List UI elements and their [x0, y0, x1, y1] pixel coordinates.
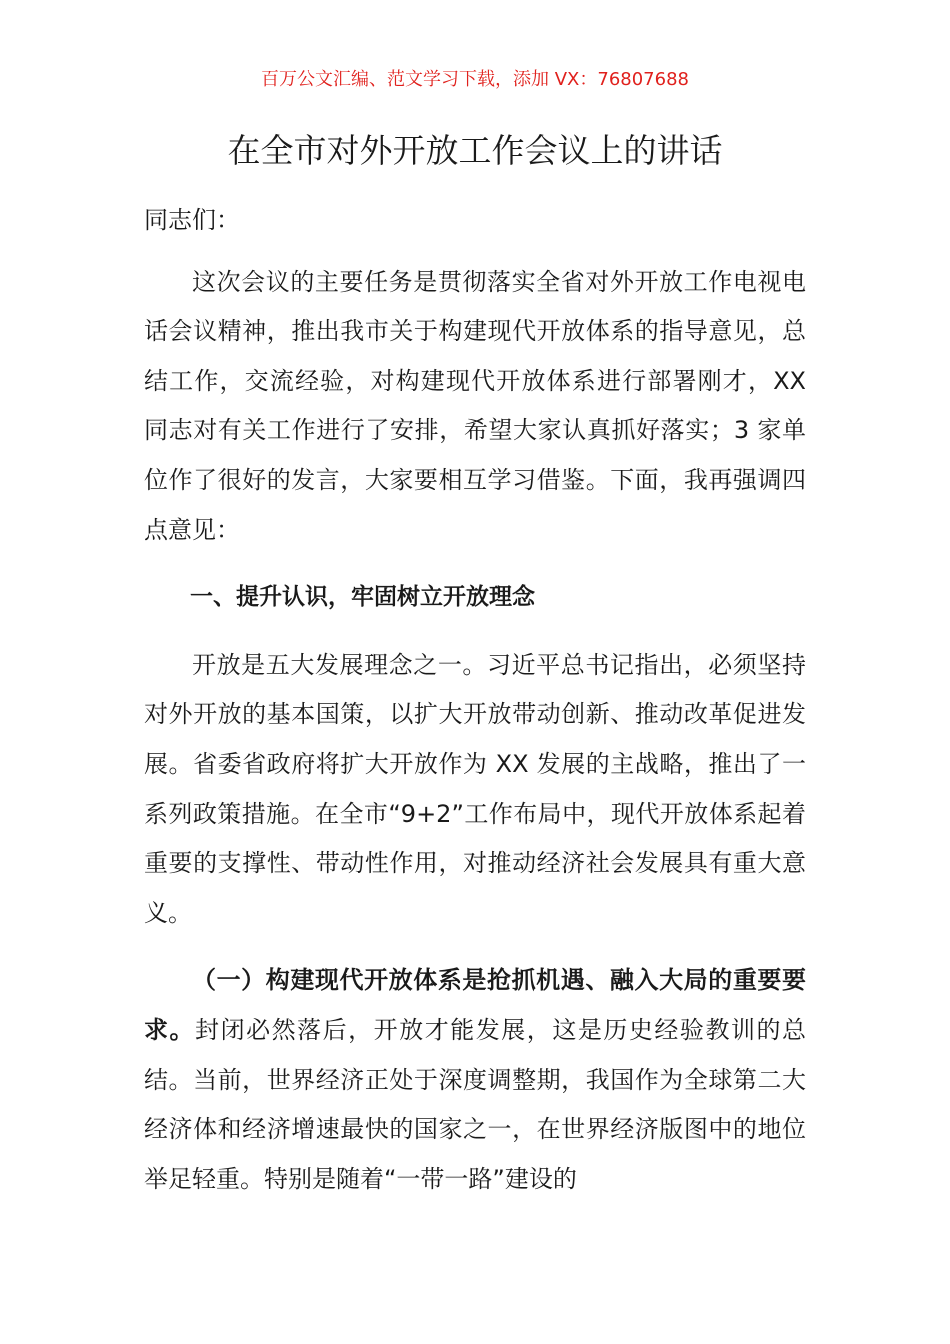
document-body	[144, 196, 806, 1204]
watermark-banner: 百万公文汇编、范文学习下载，添加 VX：76807688	[261, 69, 689, 90]
subsection-1-paragraph	[144, 956, 806, 1204]
subsection-1-body: 封闭必然落后，开放才能发展，这是历史经验教训的总结。当前，世界经济正处于深度调整期，我国作为全球第二大经济体和经济增速最快的国家之一，在世界经济版图中的地位举足轻重。特别是随着“一带一路”建设的	[144, 1015, 807, 1193]
page-title: 在全市对外开放工作会议上的讲话	[227, 131, 723, 170]
section-heading-1: 一、提升认识，牢固树立开放理念	[190, 584, 535, 611]
subsection-1-heading: （一）构建现代开放体系是抢抓机遇、融入大局的重要要求。	[144, 966, 806, 1044]
section-1-paragraph: 开放是五大发展理念之一。习近平总书记指出，必须坚持对外开放的基本国策，以扩大开放带动创新、推动改革促进发展。省委省政府将扩大开放作为 XX 发展的主战略，推出了一系列政策措施。在全市“9+2”工作布局中，现代开放体系起着重要的支撑性、带动性作用，对推动经济社会发展具有重大意义。	[144, 650, 806, 927]
salutation: 同志们：	[144, 206, 240, 234]
intro-paragraph: 这次会议的主要任务是贯彻落实全省对外开放工作电视电话会议精神，推出我市关于构建现代开放体系的指导意见，总结工作，交流经验，对构建现代开放体系进行部署刚才，XX 同志对有关工作进行了安排，希望大家认真抓好落实；3 家单位作了很好的发言，大家要相互学习借鉴。下面，我再强调四点意见：	[144, 267, 806, 544]
